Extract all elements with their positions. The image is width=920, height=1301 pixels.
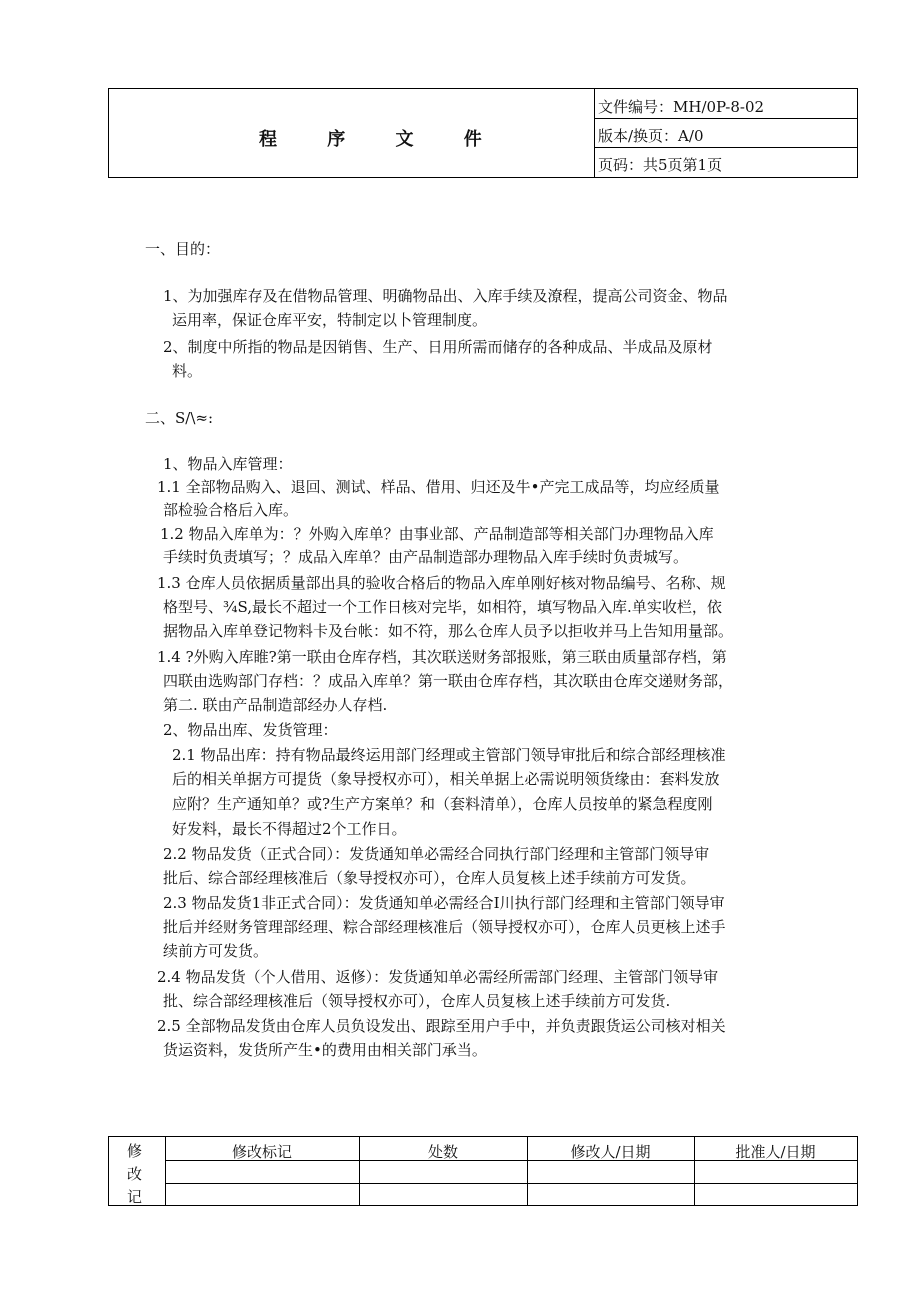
column-header-modifier: 修改人/日期	[570, 1143, 651, 1161]
document-header-table	[108, 88, 858, 178]
para-2-3-cont: 续前方可发货。	[163, 942, 269, 960]
para-1-3-cont: 据物品入库单登记物料卡及台帐：如不符，那么仓库人员予以拒收并马上告知用量部。	[163, 622, 734, 640]
revision-side-label: 记	[127, 1188, 143, 1206]
para-2-2-cont: 批后、综合部经理核准后（象导授权亦可），仓库人员复核上述手续前方可发货。	[163, 869, 696, 887]
para-2-5: 2.5 全部物品发货由仓库人员负设发出、跟踪至用户手中，并负责跟货运公司核对相关	[157, 1017, 726, 1035]
header-row-line	[594, 147, 857, 148]
section-2-heading: 二、S/\≈:	[145, 409, 214, 427]
para-2-1-cont: 应附？生产通知单？或?生产方案单？和（套料清单），仓库人员按单的紧急程度刚	[172, 795, 713, 813]
para-1-4: 1.4 ?外购入库睢?第一联由仓库存档，其次联送财务部报账，第三联由质量部存档，第	[157, 648, 727, 666]
column-header-mark: 修改标记	[231, 1143, 292, 1161]
para-2-5-cont: 货运资料，发货所产生•的费用由相关部门承当。	[163, 1041, 487, 1059]
purpose-item-2: 2、制度中所指的物品是因销售、生产、日用所需而储存的各种成品、半成品及原材	[163, 338, 713, 356]
para-2-1: 2.1 物品出库：持有物品最终运用部门经理或主管部门领导审批后和综合部经理核准	[172, 746, 726, 764]
revision-side-label: 改	[127, 1165, 143, 1183]
purpose-item-2-cont: 料。	[172, 362, 203, 380]
para-2-2: 2.2 物品发货（正式合同）：发货通知单必需经合同执行部门经理和主管部门领导审	[163, 845, 710, 863]
para-2-1-cont: 好发料，最长不得超过2个工作日。	[172, 820, 407, 838]
revision-record-table	[108, 1136, 858, 1206]
para-2-4-cont: 批、综合部经理核准后（领导授权亦可），仓库人员复核上述手续前方可发货.	[163, 992, 671, 1010]
column-header-count: 处数	[427, 1143, 458, 1161]
doc-version: 版本/换页：A/0	[598, 127, 704, 145]
doc-number: 文件编号：MH/0P-8-02	[598, 98, 765, 116]
para-1-2-cont: 手续时负责填写；？成品入库单？由产品制造部办理物品入库手续时负责城写。	[163, 548, 689, 566]
table-row-line	[165, 1183, 857, 1184]
header-row-line	[594, 118, 857, 119]
header-divider	[594, 89, 595, 177]
column-header-approver: 批准人/日期	[735, 1143, 816, 1161]
para-1-2: 1.2 物品入库单为：？外购入库单？由事业部、产品制造部等相关部门办理物品入库	[160, 525, 714, 543]
purpose-item-1-cont: 运用率，保证仓库平安，特制定以卜管理制度。	[172, 311, 488, 329]
revision-side-label: 修	[127, 1142, 143, 1160]
para-1-1: 1.1 全部物品购入、退回、测试、样品、借用、归还及牛•产完工成品等，均应经质量	[157, 478, 720, 496]
section-purpose-heading: 一、目的：	[145, 240, 221, 258]
document-title: 程 序 文 件	[259, 129, 504, 150]
para-2-3-cont: 批后并经财务管理部经理、粽合部经理核准后（领导授权亦可），仓库人员更核上述手	[163, 918, 726, 936]
para-2-3: 2.3 物品发货1非正式合同）：发货通知单必需经合I川执行部门经理和主管部门领导审	[163, 894, 725, 912]
para-2-4: 2.4 物品发货（个人借用、返修）：发货通知单必需经所需部门经理、主管部门领导审	[157, 968, 719, 986]
purpose-item-1: 1、为加强库存及在借物品管理、明确物品出、入库手续及潦程，提高公司资金、物品	[163, 287, 728, 305]
para-1-4-cont: 第二. 联由产品制造部经办人存档.	[163, 696, 388, 714]
para-1-3-cont: 格型号、¾S,最长不超过一个工作日核对完毕，如相符，填写物品入库.单实收栏，依	[163, 598, 722, 616]
para-2-1-cont: 后的相关单据方可提货（象导授权亦可），相关单据上必需说明领货缘由：套料发放	[172, 770, 720, 788]
doc-page: 页码：共5页第1页	[598, 156, 723, 174]
para-1-1-cont: 部检验合格后入库。	[163, 501, 299, 519]
para-1-4-cont: 四联由选购部门存档：？成品入库单？第一联由仓库存档，其次联由仓库交递财务部，	[163, 672, 734, 690]
para-1-3: 1.3 仓库人员依据质量部出具的验收合格后的物品入库单刚好核对物品编号、名称、规	[157, 574, 726, 592]
outbound-heading: 2、物品出库、发货管理：	[163, 721, 338, 739]
inbound-heading: 1、物品入库管理：	[163, 455, 293, 473]
